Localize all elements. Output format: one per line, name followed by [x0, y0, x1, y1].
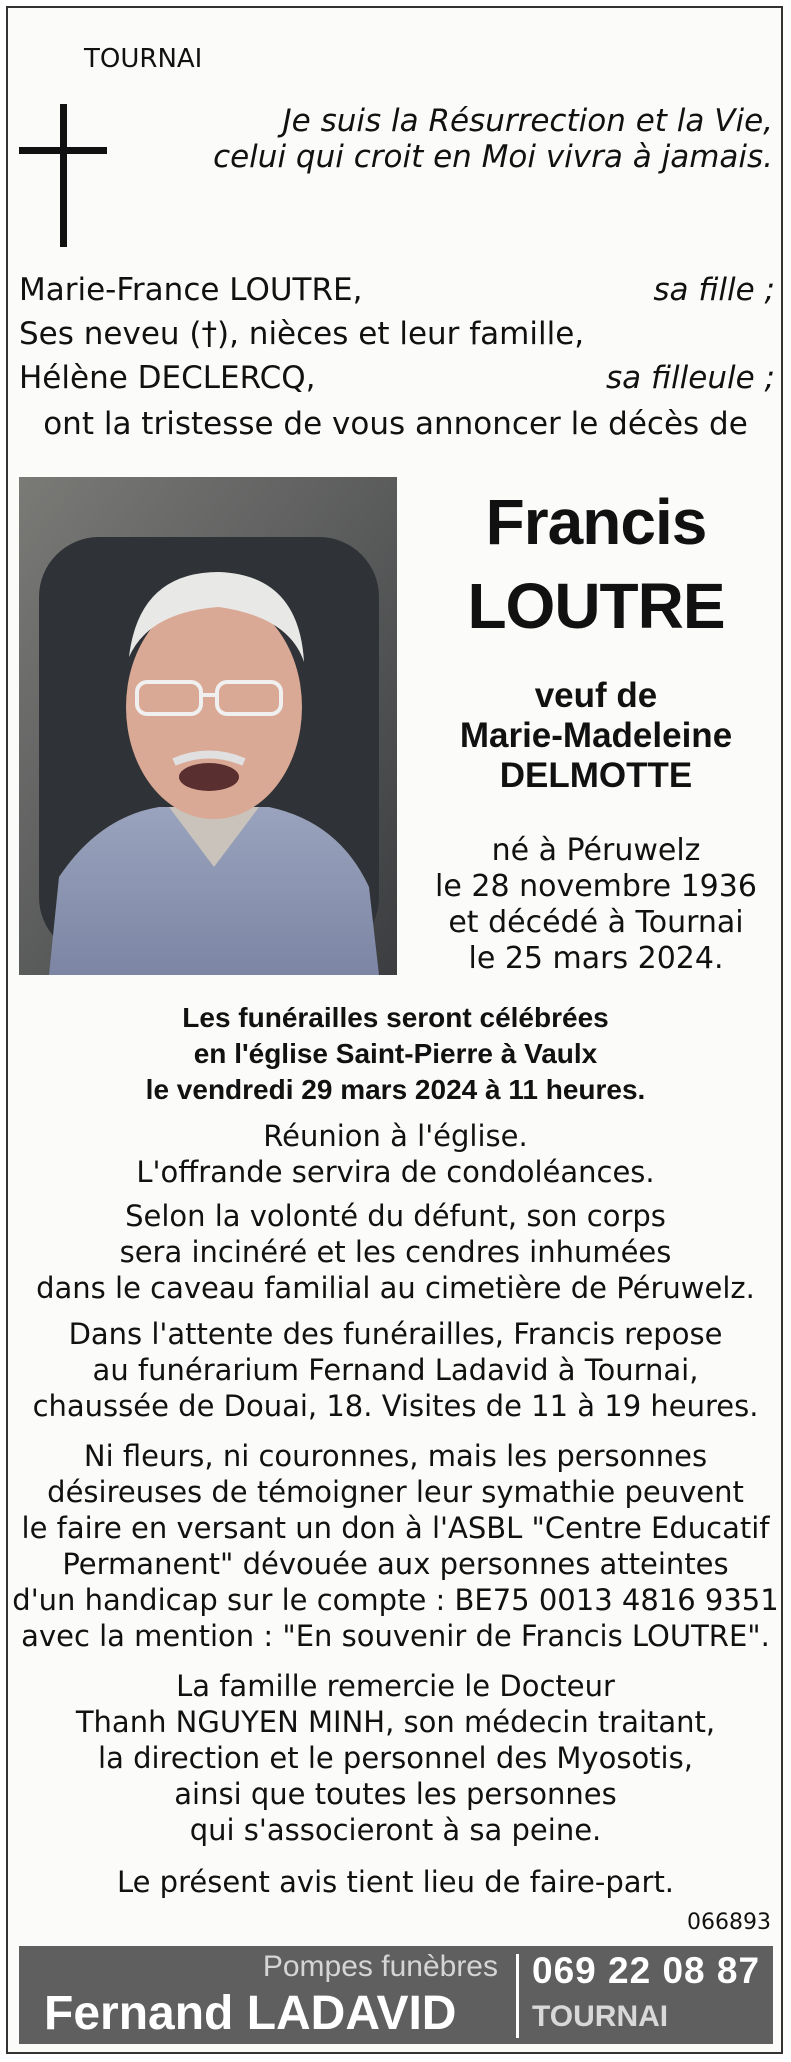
- paragraph-line: Ni fleurs, ni couronnes, mais les personnes: [83, 1439, 708, 1473]
- funeral-home-name: Fernand LADAVID: [44, 1987, 457, 2040]
- paragraph-line: sera incinéré et les cendres inhumées: [119, 1235, 672, 1269]
- family-name: Ses neveu (†), nièces et leur famille,: [19, 316, 585, 352]
- paragraph-notice: [0, 1864, 791, 1900]
- family-name: Marie-France LOUTRE,: [19, 272, 363, 308]
- funeral-line: en l'église Saint-Pierre à Vaulx: [193, 1038, 598, 1069]
- paragraph-line: désireuses de témoigner leur symathie peuvent: [47, 1475, 744, 1509]
- deceased-photo: [19, 477, 397, 975]
- funeral-details: [0, 1000, 791, 1108]
- widow-line: DELMOTTE: [499, 756, 693, 795]
- funeral-home-phone[interactable]: 069 22 08 87: [532, 1950, 761, 1991]
- paragraph-line: la direction et le personnel des Myosotis,: [98, 1741, 693, 1775]
- city-heading: TOURNAI: [84, 44, 203, 74]
- paragraph-line: avec la mention : "En souvenir de Francis LOUTRE".: [21, 1619, 770, 1653]
- quote-line: celui qui croit en Moi vivra à jamais.: [213, 139, 773, 175]
- paragraph-cremation: [0, 1198, 791, 1306]
- paragraph-line: le faire en versant un don à l'ASBL "Centre Educatif: [21, 1511, 770, 1545]
- paragraph-line: Le présent avis tient lieu de faire-part.: [116, 1865, 675, 1899]
- funeral-home-label: Pompes funèbres: [262, 1950, 498, 1983]
- family-name: Hélène DECLERCQ,: [19, 360, 316, 396]
- family-role: sa fille ;: [653, 272, 775, 308]
- paragraph-line: Selon la volonté du défunt, son corps: [125, 1199, 666, 1233]
- banner-divider: [516, 1954, 519, 2038]
- funeral-line: le vendredi 29 mars 2024 à 11 heures.: [145, 1074, 646, 1105]
- deceased-first-name: Francis: [485, 486, 707, 558]
- deceased-name: [420, 480, 772, 648]
- paragraph-reunion: [0, 1118, 791, 1190]
- birth-death-dates: [420, 833, 772, 977]
- paragraph-line: au funérarium Fernand Ladavid à Tournai,: [92, 1353, 699, 1387]
- date-line: et décédé à Tournai: [448, 905, 744, 940]
- reference-number: 066893: [687, 1910, 771, 1935]
- paragraph-line: chaussée de Douai, 18. Visites de 11 à 19 heures.: [32, 1389, 759, 1423]
- date-line: le 25 mars 2024.: [468, 941, 724, 976]
- cross-icon-bar: [19, 147, 107, 154]
- widow-line: veuf de: [534, 676, 658, 715]
- paragraph-line: La famille remercie le Docteur: [176, 1669, 615, 1703]
- date-line: le 28 novembre 1936: [435, 869, 757, 904]
- paragraph-line: L'offrande servira de condoléances.: [136, 1155, 655, 1189]
- funeral-line: Les funérailles seront célébrées: [182, 1002, 609, 1033]
- paragraph-line: dans le caveau familial au cimetière de Péruwelz.: [36, 1271, 755, 1305]
- funeral-home-city: TOURNAI: [532, 2000, 669, 2033]
- widow-of: [420, 676, 772, 796]
- family-line: [19, 268, 775, 312]
- quote-line: Je suis la Résurrection et la Vie,: [282, 103, 773, 139]
- paragraph-line: qui s'associeront à sa peine.: [189, 1813, 602, 1847]
- paragraph-line: ainsi que toutes les personnes: [174, 1777, 617, 1811]
- paragraph-line: Réunion à l'église.: [263, 1119, 528, 1153]
- paragraph-line: Permanent" dévouée aux personnes atteintes: [62, 1547, 729, 1581]
- family-role: sa filleule ;: [606, 360, 775, 396]
- deceased-last-name: LOUTRE: [467, 570, 725, 642]
- family-line: [19, 356, 775, 400]
- cross-icon: [60, 104, 67, 247]
- widow-line: Marie-Madeleine: [459, 716, 733, 755]
- family-line: [19, 312, 775, 356]
- paragraph-line: d'un handicap sur le compte : BE75 0013 4816 9351: [12, 1583, 779, 1617]
- paragraph-line: Thanh NGUYEN MINH, son médecin traitant,: [75, 1705, 716, 1739]
- scripture-quote: [173, 103, 773, 175]
- date-line: né à Péruwelz: [491, 833, 701, 868]
- paragraph-funerarium: [0, 1316, 791, 1424]
- paragraph-thanks: [0, 1668, 791, 1848]
- paragraph-donation: [0, 1438, 791, 1654]
- announcement: ont la tristesse de vous annoncer le décès de: [43, 406, 748, 442]
- paragraph-line: Dans l'attente des funérailles, Francis repose: [68, 1317, 723, 1351]
